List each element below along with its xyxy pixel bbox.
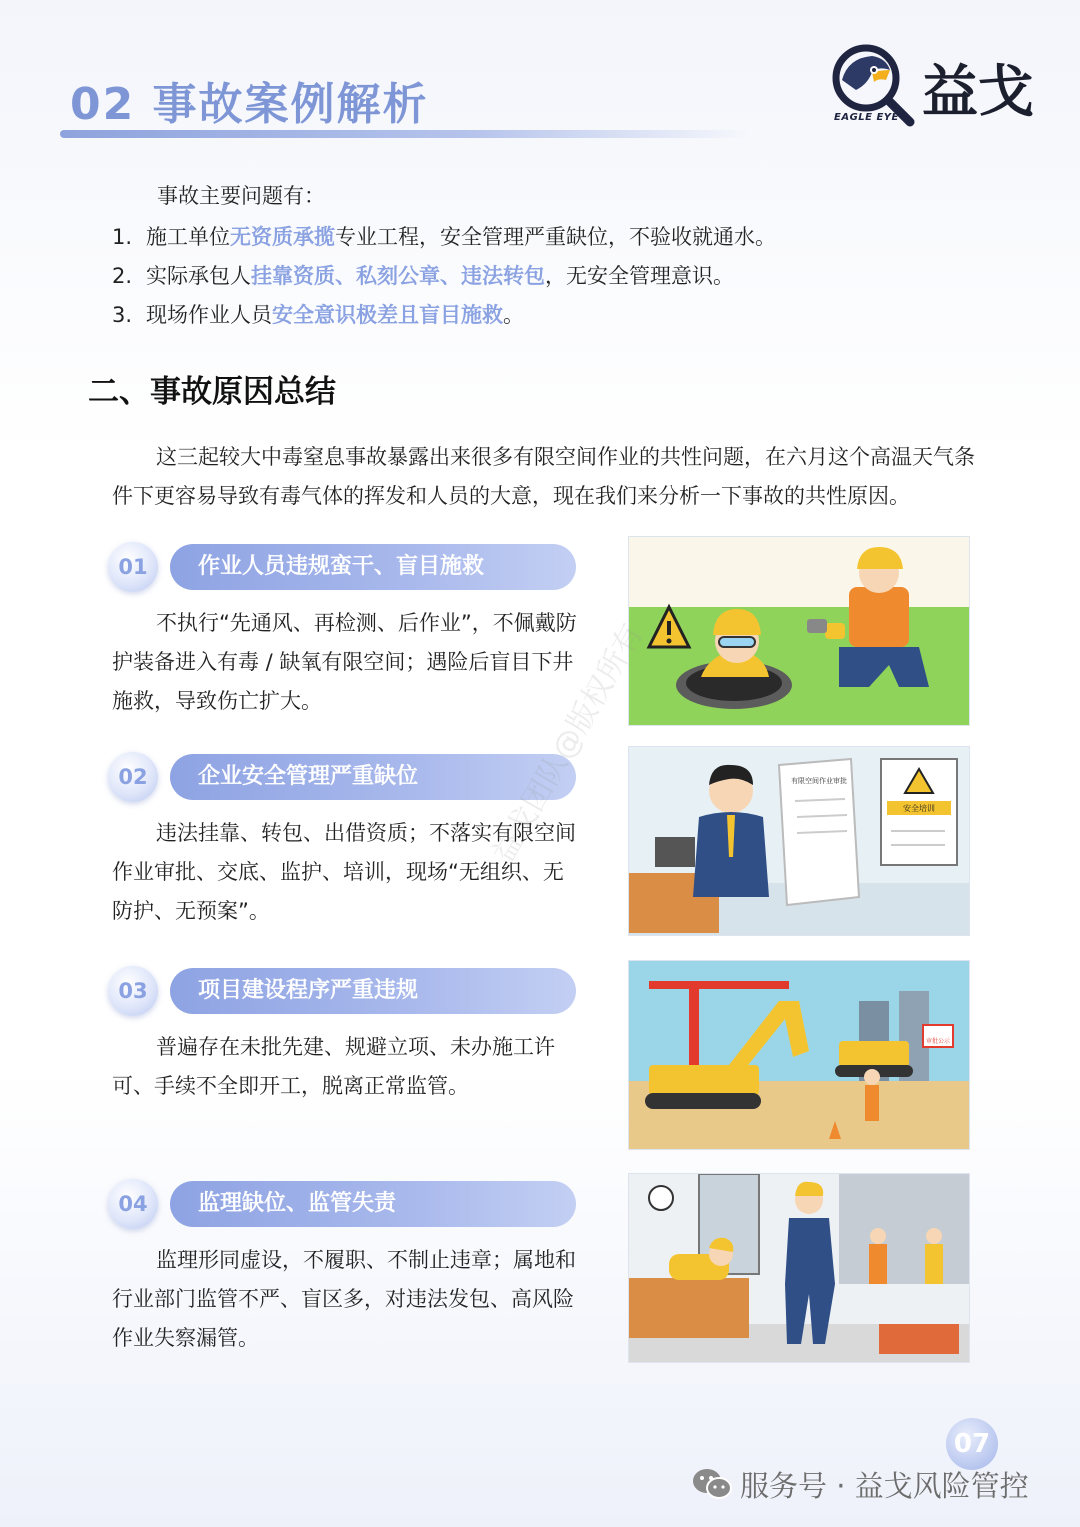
issue-list — [112, 218, 992, 335]
wechat-icon — [692, 1467, 732, 1501]
cause-title: 监理缺位、监管失责 — [170, 1181, 576, 1227]
cause-title: 项目建设程序严重违规 — [170, 968, 576, 1014]
issue-number: 1. — [112, 225, 133, 249]
issue-text: 现场作业人员 — [146, 303, 272, 327]
document-label: 有限空间作业审批 — [791, 777, 847, 785]
issue-text: ，无安全管理意识。 — [545, 264, 734, 288]
title-underline — [60, 130, 750, 138]
issue-highlight: 挂靠资质、私刻公章、违法转包 — [251, 264, 545, 288]
logo — [828, 40, 1038, 130]
cause-number-badge: 02 — [108, 752, 158, 802]
cause-number-badge: 01 — [108, 542, 158, 592]
section-summary: 这三起较大中毒窒息事故暴露出来很多有限空间作业的共性问题，在六月这个高温天气条件下更容易导致有毒气体的挥发和人员的大意，现在我们来分析一下事故的共性原因。 — [112, 445, 975, 508]
issue-highlight: 无资质承揽 — [230, 225, 335, 249]
construction-site-illustration — [628, 960, 970, 1150]
cause-description: 不执行“先通风、再检测、后作业”，不佩戴防护装备进入有毒 / 缺氧有限空间；遇险后盲目下井施救，导致伤亡扩大。 — [112, 611, 577, 713]
issue-text: 施工单位 — [146, 225, 230, 249]
logo-subtitle: EAGLE EYE — [834, 112, 899, 123]
cause-title: 企业安全管理严重缺位 — [170, 754, 576, 800]
issue-text: 实际承包人 — [146, 264, 251, 288]
cause-title: 作业人员违规蛮干、盲目施救 — [170, 544, 576, 590]
section-heading: 二、事故原因总结 — [88, 374, 336, 410]
sign-label: 审批公示 — [925, 1038, 951, 1045]
cause-description: 普遍存在未批先建、规避立项、未办施工许可、手续不全即开工，脱离正常监管。 — [112, 1035, 555, 1098]
page-number: 07 — [946, 1418, 998, 1470]
issue-text: 。 — [503, 303, 524, 327]
management-document-illustration — [628, 746, 970, 936]
issue-text: 专业工程，安全管理严重缺位，不验收就通水。 — [335, 225, 776, 249]
intro-heading: 事故主要问题有： — [157, 184, 325, 208]
issue-item — [112, 296, 992, 335]
issue-number: 2. — [112, 264, 133, 288]
manhole-rescue-illustration — [628, 536, 970, 726]
supervision-failure-illustration — [628, 1173, 970, 1363]
page-title: 02 事故案例解析 — [70, 79, 429, 130]
board-label: 安全培训 — [903, 804, 935, 813]
logo-text: 益戈 — [922, 60, 1034, 125]
cause-number-badge: 03 — [108, 966, 158, 1016]
account-name: 服务号 · 益戈风险管控 — [740, 1468, 1029, 1503]
issue-number: 3. — [112, 303, 133, 327]
footer — [692, 1460, 1029, 1508]
issue-item — [112, 257, 992, 296]
cause-description: 监理形同虚设，不履职、不制止违章；属地和行业部门监管不严、盲区多，对违法发包、高风险作业失察漏管。 — [112, 1248, 576, 1350]
watermark: 益戈团队@版权所有 — [485, 618, 651, 870]
issue-item — [112, 218, 992, 257]
cause-number-badge: 04 — [108, 1179, 158, 1229]
issue-highlight: 安全意识极差且盲目施救 — [272, 303, 503, 327]
cause-description: 违法挂靠、转包、出借资质；不落实有限空间作业审批、交底、监护、培训，现场“无组织、无防护、无预案”。 — [112, 821, 576, 923]
